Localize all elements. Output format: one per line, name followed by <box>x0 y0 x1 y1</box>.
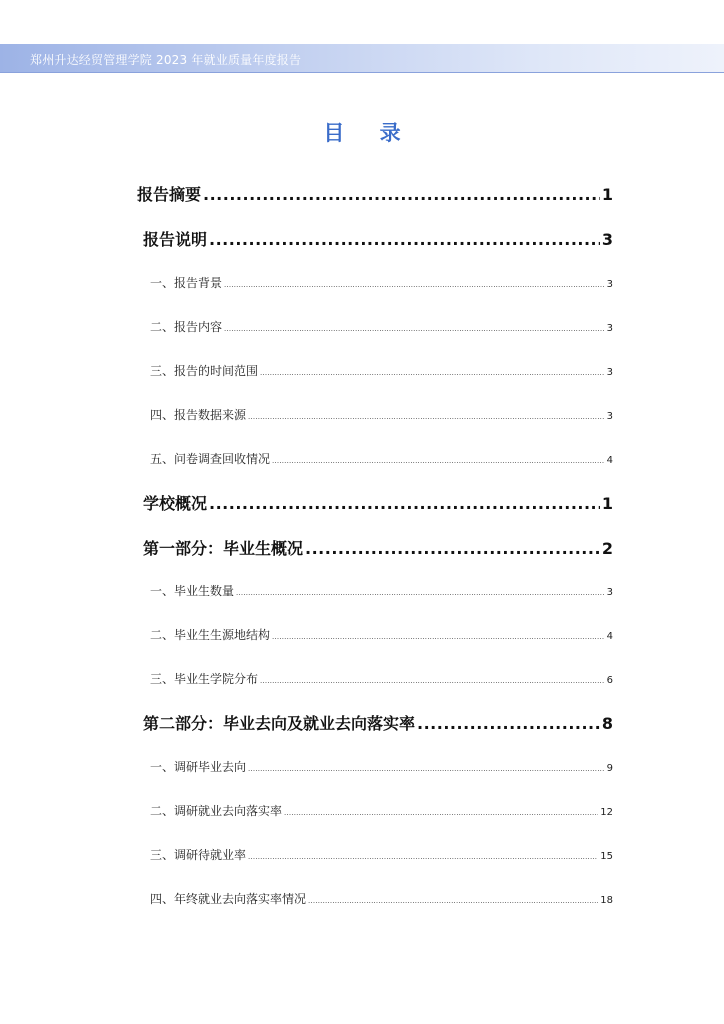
toc-entry[interactable] <box>150 626 613 643</box>
toc-leader-dots <box>209 230 600 249</box>
toc-entry[interactable] <box>143 536 613 559</box>
toc-entry-label: 三、报告的时间范围 <box>150 364 259 378</box>
toc-entry-label: 四、年终就业去向落实率情况 <box>150 892 307 906</box>
toc-leader-dots <box>248 853 598 861</box>
toc-leader-dots <box>272 457 605 465</box>
toc-entry-page: 3 <box>601 230 613 249</box>
toc-entry-page: 15 <box>600 851 613 862</box>
toc-entry[interactable] <box>150 846 613 863</box>
toc-entry-label: 四、报告数据来源 <box>150 408 247 422</box>
toc-entry-page: 12 <box>600 807 613 818</box>
toc-entry-page: 3 <box>606 323 613 334</box>
toc-entry-page: 4 <box>606 631 613 642</box>
toc-entry-page: 4 <box>606 455 613 466</box>
toc-entry[interactable] <box>150 670 613 687</box>
toc-entry-label: 二、调研就业去向落实率 <box>150 804 283 818</box>
toc-entry[interactable] <box>143 711 613 734</box>
running-header-rule <box>0 72 724 73</box>
toc-entry[interactable] <box>150 758 613 775</box>
toc-leader-dots <box>272 633 605 641</box>
toc-entry-page: 9 <box>606 763 613 774</box>
toc-entry-page: 1 <box>601 185 613 204</box>
toc-entry-page: 3 <box>606 411 613 422</box>
toc-entry-page: 6 <box>606 675 613 686</box>
toc-entry-label: 五、问卷调查回收情况 <box>150 452 271 466</box>
toc-leader-dots <box>209 494 600 513</box>
toc-entry[interactable] <box>150 450 613 467</box>
toc-entry[interactable] <box>150 318 613 335</box>
toc-leader-dots <box>260 677 605 685</box>
toc-entry-page: 2 <box>601 539 613 558</box>
toc-entry-label: 报告说明 <box>143 230 208 249</box>
toc-entry[interactable] <box>150 890 613 907</box>
toc-leader-dots <box>224 325 605 333</box>
toc-entry-label: 二、报告内容 <box>150 320 223 334</box>
toc-entry-label: 第二部分：毕业去向及就业去向落实率 <box>143 714 416 733</box>
toc-entry-page: 8 <box>601 714 613 733</box>
toc-leader-dots <box>308 897 598 905</box>
toc-entry-label: 三、调研待就业率 <box>150 848 247 862</box>
toc-entry-page: 1 <box>601 494 613 513</box>
toc-leader-dots <box>236 589 605 597</box>
toc-entry[interactable] <box>150 406 613 423</box>
toc-entry[interactable] <box>143 227 613 250</box>
toc-entry-label: 学校概况 <box>143 494 208 513</box>
toc-leader-dots <box>248 413 605 421</box>
toc-leader-dots <box>305 539 600 558</box>
toc-leader-dots <box>248 765 605 773</box>
toc-entry-label: 三、毕业生学院分布 <box>150 672 259 686</box>
toc-entry[interactable] <box>150 582 613 599</box>
toc-entry-label: 二、毕业生生源地结构 <box>150 628 271 642</box>
toc-entry-label: 第一部分：毕业生概况 <box>143 539 304 558</box>
toc-entry[interactable] <box>150 274 613 291</box>
toc-title: 目 录 <box>323 121 415 145</box>
toc-leader-dots <box>284 809 598 817</box>
toc-entry-page: 3 <box>606 587 613 598</box>
toc-entry[interactable] <box>143 491 613 514</box>
toc-leader-dots <box>224 281 605 289</box>
running-header-title: 郑州升达经贸管理学院 2023 年就业质量年度报告 <box>30 53 302 67</box>
toc-entry[interactable] <box>150 362 613 379</box>
toc-leader-dots <box>260 369 605 377</box>
toc-entry-label: 一、报告背景 <box>150 276 223 290</box>
toc-entry-page: 18 <box>600 895 613 906</box>
toc-entry[interactable] <box>150 802 613 819</box>
toc-entry-label: 一、毕业生数量 <box>150 584 235 598</box>
toc-entry-label: 报告摘要 <box>137 185 202 204</box>
toc-entry-label: 一、调研毕业去向 <box>150 760 247 774</box>
toc-leader-dots <box>203 185 600 204</box>
toc-leader-dots <box>417 714 600 733</box>
toc-entry-page: 3 <box>606 367 613 378</box>
toc-entry-page: 3 <box>606 279 613 290</box>
toc-entry[interactable] <box>137 182 613 205</box>
